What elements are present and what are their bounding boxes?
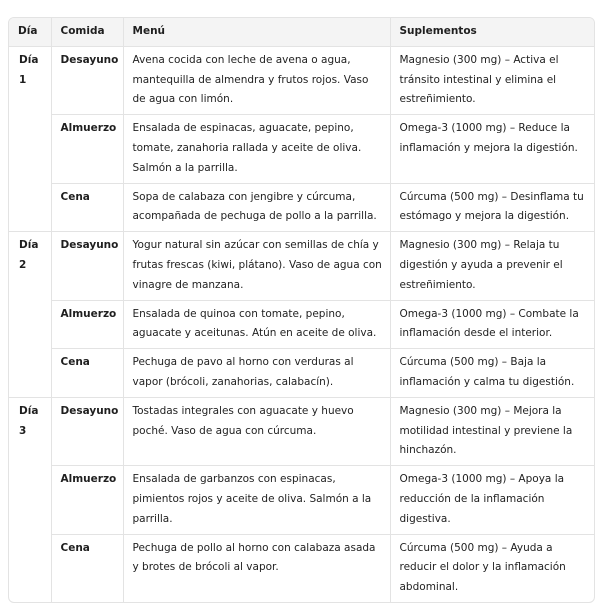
meal-plan-table — [9, 18, 594, 602]
supplement-cell: Cúrcuma (500 mg) – Ayuda a reducir el dolor y la inflamación abdominal. — [399, 541, 566, 594]
day-cell — [9, 115, 51, 183]
supplement-cell: Omega-3 (1000 mg) – Apoya la reducción de la inflamación digestiva. — [390, 466, 594, 534]
supplement-cell: Omega-3 (1000 mg) – Combate la inflamación desde el interior. — [390, 300, 594, 349]
table-row — [9, 534, 594, 602]
day-cell: Día 2 — [9, 232, 51, 300]
meal-cell: Almuerzo — [51, 115, 123, 183]
meal-cell: Almuerzo — [51, 300, 123, 349]
table-header-row — [9, 18, 594, 46]
header-meal: Comida — [51, 18, 123, 46]
menu-cell: Sopa de calabaza con jengibre y cúrcuma, acompañada de pechuga de pollo a la parrilla. — [123, 183, 390, 232]
meal-cell: Desayuno — [51, 46, 123, 114]
menu-cell: Pechuga de pavo al horno con verduras al vapor (brócoli, zanahorias, calabacín). — [123, 349, 390, 398]
meal-cell: Desayuno — [51, 397, 123, 465]
table-row — [9, 300, 594, 349]
day-cell: Día 1 — [9, 46, 51, 114]
day-cell — [9, 466, 51, 534]
meal-cell: Cena — [51, 349, 123, 398]
menu-cell: Avena cocida con leche de avena o agua, mantequilla de almendra y frutos rojos. Vaso de agua con limón. — [123, 46, 390, 114]
supplement-cell: Magnesio (300 mg) – Mejora la motilidad intestinal y previene la hinchazón. — [390, 397, 594, 465]
table-row — [9, 115, 594, 183]
meal-cell: Cena — [51, 183, 123, 232]
day-cell — [9, 300, 51, 349]
table-row — [9, 183, 594, 232]
table-row — [9, 232, 594, 300]
day-cell: Día 3 — [9, 397, 51, 465]
menu-cell: Ensalada de garbanzos con espinacas, pimientos rojos y aceite de oliva. Salmón a la parrilla. — [123, 466, 390, 534]
supplement-cell: Omega-3 (1000 mg) – Reduce la inflamación y mejora la digestión. — [390, 115, 594, 183]
meal-cell: Almuerzo — [51, 466, 123, 534]
table-row — [9, 466, 594, 534]
supplement-cell: Cúrcuma (500 mg) – Baja la inflamación y calma tu digestión. — [390, 349, 594, 398]
header-day: Día — [9, 18, 51, 46]
menu-cell: Ensalada de quinoa con tomate, pepino, aguacate y aceitunas. Atún en aceite de oliva. — [123, 300, 390, 349]
menu-cell: Pechuga de pollo al horno con calabaza asada y brotes de brócoli al vapor. — [123, 534, 390, 602]
day-cell — [9, 534, 51, 602]
header-supplements: Suplementos — [390, 18, 594, 46]
header-menu: Menú — [123, 18, 390, 46]
table-row — [9, 397, 594, 465]
menu-cell: Tostadas integrales con aguacate y huevo poché. Vaso de agua con cúrcuma. — [123, 397, 390, 465]
supplement-cell: Magnesio (300 mg) – Activa el tránsito intestinal y elimina el estreñimiento. — [390, 46, 594, 114]
supplement-cell: Cúrcuma (500 mg) – Desinflama tu estómago y mejora la digestión. — [390, 183, 594, 232]
supplement-cell: Magnesio (300 mg) – Relaja tu digestión y ayuda a prevenir el estreñimiento. — [390, 232, 594, 300]
table-row — [9, 46, 594, 114]
day-cell — [9, 183, 51, 232]
table-row — [9, 349, 594, 398]
menu-cell: Ensalada de espinacas, aguacate, pepino, tomate, zanahoria rallada y aceite de oliva. Salmón a la parrilla. — [123, 115, 390, 183]
day-cell — [9, 349, 51, 398]
meal-cell: Cena — [51, 534, 123, 602]
meal-plan-table-container — [8, 17, 595, 603]
meal-cell: Desayuno — [51, 232, 123, 300]
menu-cell: Yogur natural sin azúcar con semillas de chía y frutas frescas (kiwi, plátano). Vaso de agua con vinagre de manzana. — [123, 232, 390, 300]
